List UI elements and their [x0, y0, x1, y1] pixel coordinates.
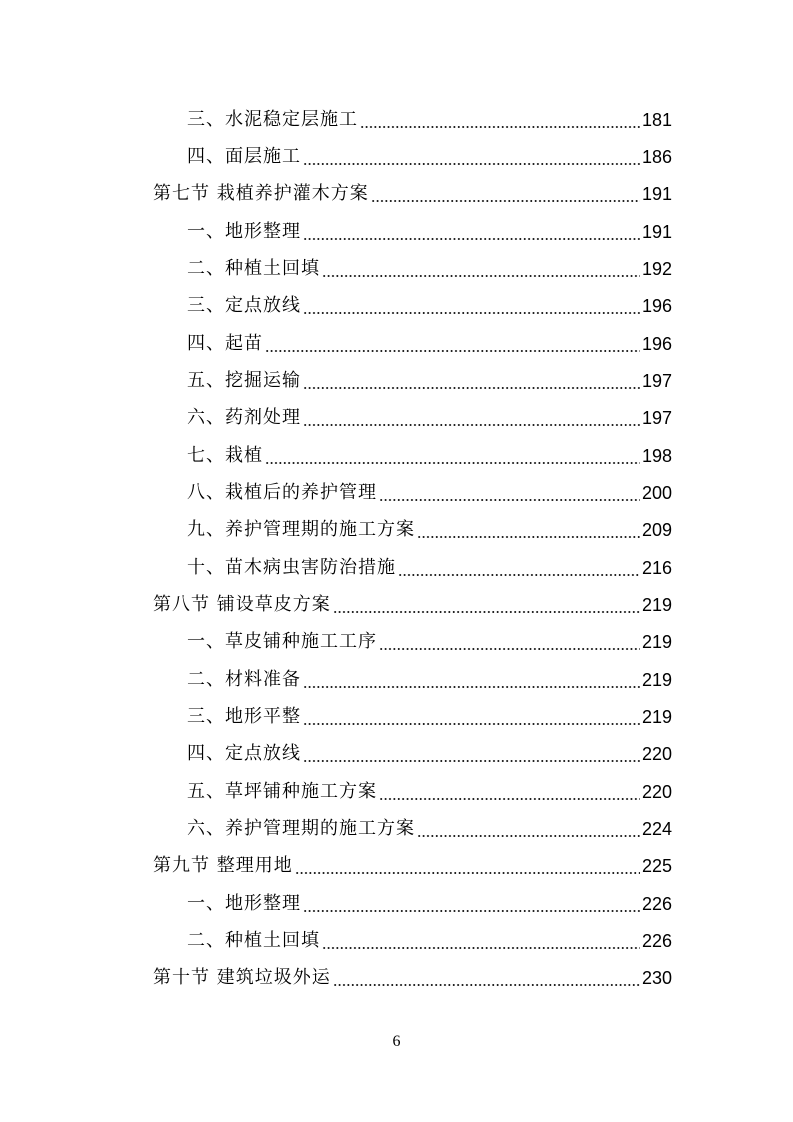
toc-entry-page-number: 219 — [641, 632, 672, 653]
toc-entry-page-number: 197 — [641, 370, 672, 391]
toc-entry-label: 六、养护管理期的施工方案 — [187, 817, 415, 839]
dot-leader — [303, 910, 640, 912]
dot-leader — [333, 984, 640, 986]
page-number: 6 — [392, 1033, 401, 1050]
toc-entry-page-number: 230 — [641, 968, 672, 989]
dot-leader — [333, 611, 640, 613]
toc-entry-label: 二、种植土回填 — [187, 257, 320, 279]
toc-entry-label: 四、起苗 — [187, 332, 263, 354]
toc-entry-page-number: 224 — [641, 818, 672, 839]
dot-leader — [303, 760, 640, 762]
dot-leader — [303, 387, 640, 389]
toc-entry-label: 四、定点放线 — [187, 743, 301, 765]
toc-item-entry[interactable] — [0, 288, 793, 325]
toc-entry-label: 五、草坪铺种施工方案 — [187, 780, 377, 802]
toc-entry-label: 十、苗木病虫害防治措施 — [187, 556, 396, 578]
toc-item-entry[interactable] — [0, 101, 793, 138]
dot-leader — [322, 275, 640, 277]
toc-entry-label: 三、水泥稳定层施工 — [187, 108, 358, 130]
toc-entry-label: 三、定点放线 — [187, 295, 301, 317]
dot-leader — [417, 536, 640, 538]
toc-section-entry[interactable] — [0, 848, 793, 885]
toc-entry-page-number: 197 — [641, 408, 672, 429]
dot-leader — [303, 424, 640, 426]
toc-entry-page-number: 191 — [641, 221, 672, 242]
toc-item-entry[interactable] — [0, 474, 793, 511]
toc-item-entry[interactable] — [0, 250, 793, 287]
toc-entry-label: 六、药剂处理 — [187, 407, 301, 429]
toc-entry-page-number: 219 — [641, 706, 672, 727]
toc-item-entry[interactable] — [0, 325, 793, 362]
toc-item-entry[interactable] — [0, 736, 793, 773]
toc-entry-label: 一、草皮铺种施工工序 — [187, 631, 377, 653]
toc-entry-label: 七、栽植 — [187, 444, 263, 466]
toc-section-entry[interactable] — [0, 960, 793, 997]
toc-item-entry[interactable] — [0, 437, 793, 474]
dot-leader — [379, 499, 640, 501]
dot-leader — [303, 312, 640, 314]
toc-entry-label: 二、种植土回填 — [187, 929, 320, 951]
toc-entry-label: 二、材料准备 — [187, 668, 301, 690]
toc-item-entry[interactable] — [0, 885, 793, 922]
toc-item-entry[interactable] — [0, 549, 793, 586]
toc-entry-page-number: 191 — [641, 184, 672, 205]
toc-entry-page-number: 196 — [641, 333, 672, 354]
toc-entry-page-number: 200 — [641, 482, 672, 503]
dot-leader — [322, 947, 640, 949]
dot-leader — [379, 648, 640, 650]
toc-section-entry[interactable] — [0, 586, 793, 623]
toc-item-entry[interactable] — [0, 624, 793, 661]
dot-leader — [417, 835, 640, 837]
toc-item-entry[interactable] — [0, 661, 793, 698]
toc-entry-page-number: 216 — [641, 557, 672, 578]
dot-leader — [265, 350, 640, 352]
toc-entry-page-number: 181 — [641, 109, 672, 130]
toc-item-entry[interactable] — [0, 400, 793, 437]
toc-entry-label: 三、地形平整 — [187, 705, 301, 727]
toc-entry-page-number: 225 — [641, 856, 672, 877]
dot-leader — [398, 574, 640, 576]
dot-leader — [303, 163, 640, 165]
toc-entry-page-number: 220 — [641, 744, 672, 765]
toc-entry-label: 八、栽植后的养护管理 — [187, 481, 377, 503]
toc-entry-page-number: 192 — [641, 258, 672, 279]
toc-entry-label: 第九节 整理用地 — [153, 855, 293, 877]
dot-leader — [379, 798, 640, 800]
toc-item-entry[interactable] — [0, 512, 793, 549]
dot-leader — [295, 872, 640, 874]
toc-entry-page-number: 219 — [641, 669, 672, 690]
toc-section-entry[interactable] — [0, 176, 793, 213]
toc-item-entry[interactable] — [0, 138, 793, 175]
toc-entry-label: 一、地形整理 — [187, 892, 301, 914]
dot-leader — [303, 686, 640, 688]
toc-entry-label: 四、面层施工 — [187, 145, 301, 167]
toc-entry-label: 九、养护管理期的施工方案 — [187, 519, 415, 541]
toc-item-entry[interactable] — [0, 773, 793, 810]
toc-item-entry[interactable] — [0, 810, 793, 847]
dot-leader — [303, 238, 640, 240]
toc-item-entry[interactable] — [0, 698, 793, 735]
toc-item-entry[interactable] — [0, 213, 793, 250]
dot-leader — [265, 462, 640, 464]
dot-leader — [371, 200, 640, 202]
toc-entry-page-number: 196 — [641, 296, 672, 317]
table-of-contents — [0, 101, 793, 997]
toc-entry-page-number: 220 — [641, 781, 672, 802]
toc-entry-page-number: 186 — [641, 146, 672, 167]
toc-item-entry[interactable] — [0, 362, 793, 399]
toc-entry-page-number: 219 — [641, 594, 672, 615]
toc-entry-label: 第十节 建筑垃圾外运 — [153, 967, 331, 989]
toc-item-entry[interactable] — [0, 922, 793, 959]
toc-entry-page-number: 226 — [641, 893, 672, 914]
toc-entry-label: 第七节 栽植养护灌木方案 — [153, 183, 369, 205]
dot-leader — [303, 723, 640, 725]
toc-entry-page-number: 198 — [641, 445, 672, 466]
toc-entry-page-number: 209 — [641, 520, 672, 541]
toc-entry-label: 一、地形整理 — [187, 220, 301, 242]
toc-entry-label: 第八节 铺设草皮方案 — [153, 593, 331, 615]
toc-entry-label: 五、挖掘运输 — [187, 369, 301, 391]
dot-leader — [360, 126, 640, 128]
toc-entry-page-number: 226 — [641, 930, 672, 951]
